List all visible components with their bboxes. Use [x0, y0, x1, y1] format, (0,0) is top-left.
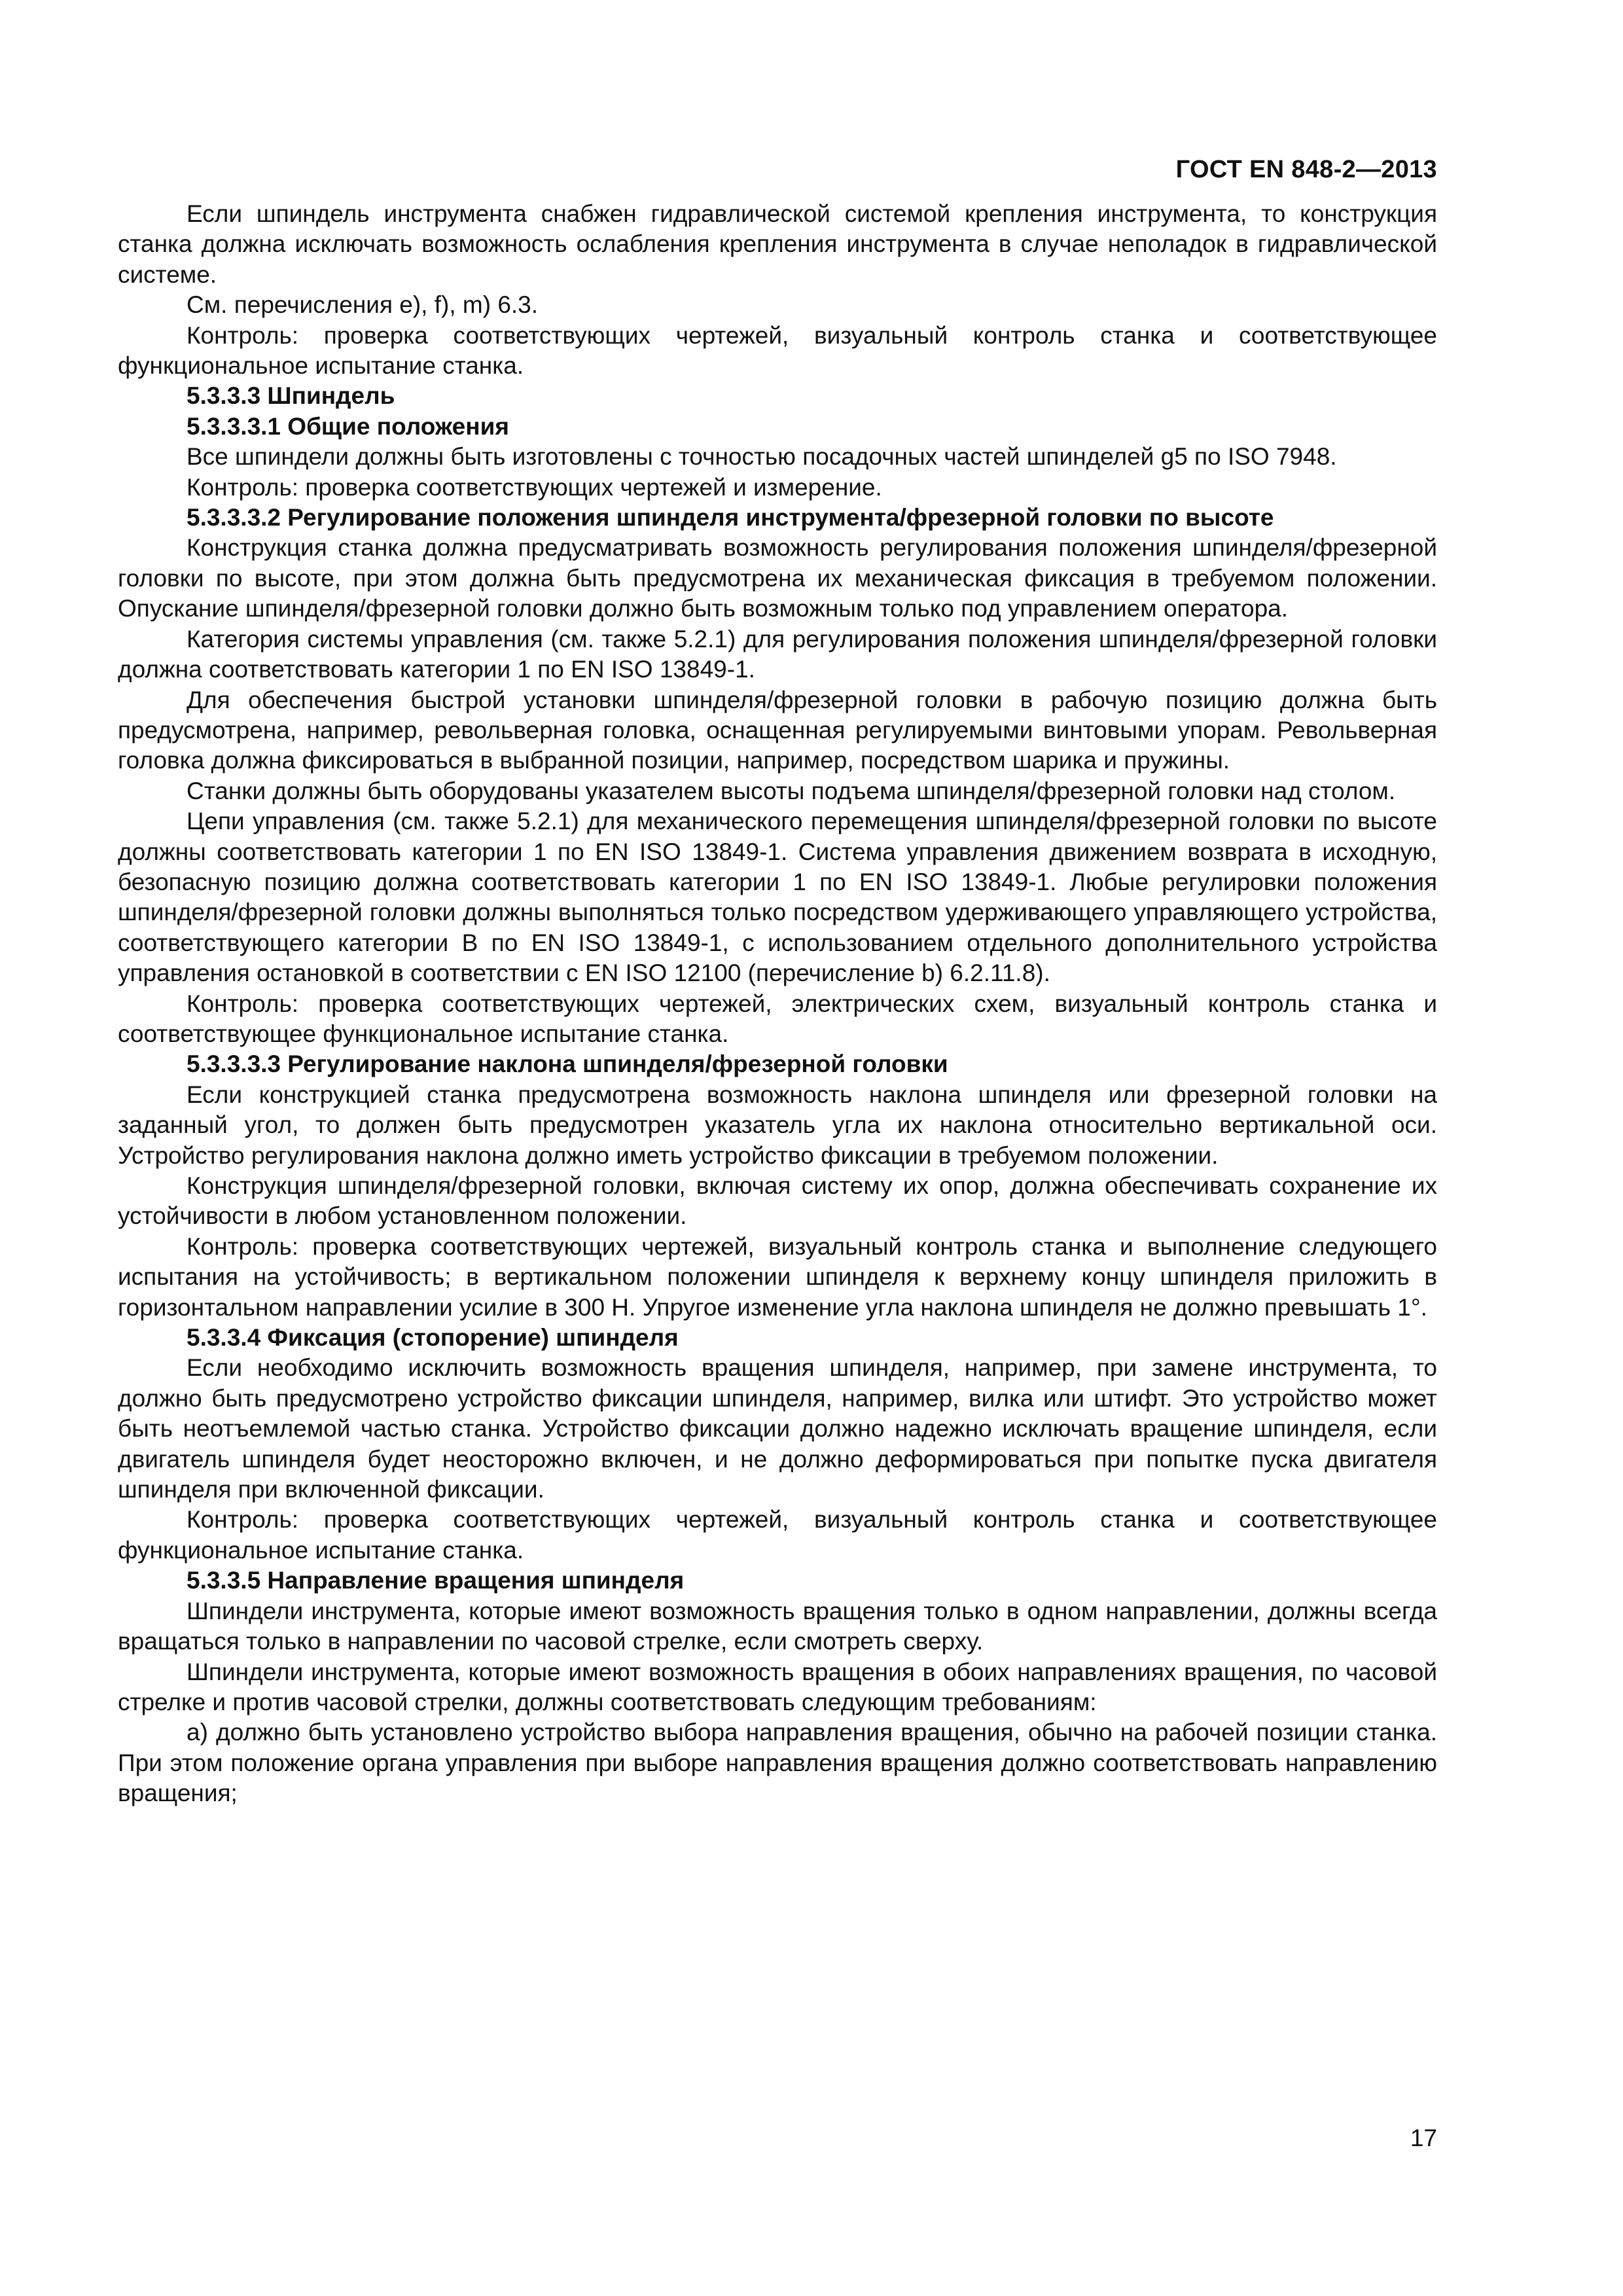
- paragraph: Для обеспечения быстрой установки шпинделя/фрезерной головки в рабочую позицию должна быть предусмотрена, например, револьверная головка, оснащенная регулируемыми винтовыми упорам. Револьверная головка должна фиксироваться в выбранной позиции, например, посредством шарика и пружины.: [118, 686, 1437, 774]
- section-heading: 5.3.3.3.2 Регулирование положения шпинделя инструмента/фрезерной головки по высоте: [187, 504, 1274, 531]
- list-item: а) должно быть установлено устройство выбора направления вращения, обычно на рабочей позиции станка. При этом положение органа управления при выборе направления вращения должно соответствовать направлению вращения;: [118, 1719, 1437, 1807]
- section-heading: 5.3.3.5 Направление вращения шпинделя: [187, 1567, 685, 1594]
- section-heading: 5.3.3.3.3 Регулирование наклона шпинделя/фрезерной головки: [187, 1050, 948, 1078]
- paragraph: Если шпиндель инструмента снабжен гидравлической системой крепления инструмента, то конструкция станка должна исключать возможность ослабления крепления инструмента в случае неполадок в гидравлической системе.: [118, 200, 1437, 288]
- document-body: [118, 199, 1437, 1809]
- paragraph: Контроль: проверка соответствующих чертежей, электрических схем, визуальный контроль станка и соответствующее функциональное испытание станка.: [118, 990, 1437, 1047]
- paragraph: Категория системы управления (см. также 5.2.1) для регулирования положения шпинделя/фрезерной головки должна соответствовать категории 1 по EN ISO 13849-1.: [118, 625, 1437, 683]
- paragraph: Цепи управления (см. также 5.2.1) для механического перемещения шпинделя/фрезерной головки по высоте должны соответствовать категории 1 по EN ISO 13849-1. Система управления движением возврата в исходную, безопасную позицию должна соответствовать категории 1 по EN ISO 13849-1. Любые регулировки положения шпинделя/фрезерной головки должны выполняться только посредством удерживающего управляющего устройства, соответствующего категории В по EN ISO 13849-1, с использованием отдельного дополнительного устройства управления остановкой в соответствии с EN ISO 12100 (перечисление b) 6.2.11.8).: [118, 808, 1437, 987]
- section-heading: 5.3.3.3.1 Общие положения: [187, 412, 509, 440]
- paragraph: Конструкция шпинделя/фрезерной головки, включая систему их опор, должна обеспечивать сохранение их устойчивости в любом установленном положении.: [118, 1172, 1437, 1230]
- page-number: 17: [1410, 2125, 1437, 2151]
- paragraph: Если конструкцией станка предусмотрена возможность наклона шпинделя или фрезерной головки на заданный угол, то должен быть предусмотрен указатель угла их наклона относительно вертикальной оси. Устройство регулирования наклона должно иметь устройство фиксации в требуемом положении.: [118, 1081, 1437, 1169]
- paragraph: Станки должны быть оборудованы указателем высоты подъема шпинделя/фрезерной головки над столом.: [187, 777, 1396, 804]
- paragraph: Если необходимо исключить возможность вращения шпинделя, например, при замене инструмента, то должно быть предусмотрено устройство фиксации шпинделя, например, вилка или штифт. Это устройство может быть неотъемлемой частью станка. Устройство фиксации должно надежно исключать вращение шпинделя, если двигатель шпинделя будет неосторожно включен, и не должно деформироваться при попытке пуска двигателя шпинделя при включенной фиксации.: [118, 1354, 1437, 1503]
- paragraph: Контроль: проверка соответствующих чертежей, визуальный контроль станка и соответствующее функциональное испытание станка.: [118, 321, 1437, 380]
- section-heading: 5.3.3.4 Фиксация (стопорение) шпинделя: [187, 1324, 679, 1352]
- paragraph: Контроль: проверка соответствующих чертежей, визуальный контроль станка и выполнение следующего испытания на устойчивость; в вертикальном положении шпинделя к верхнему концу шпинделя приложить в горизонтальном направлении усилие в 300 Н. Упругое изменение угла наклона шпинделя не должно превышать 1°.: [118, 1232, 1437, 1321]
- section-heading: 5.3.3.3 Шпиндель: [187, 382, 395, 410]
- paragraph: Контроль: проверка соответствующих чертежей, визуальный контроль станка и соответствующее функциональное испытание станка.: [118, 1506, 1437, 1564]
- paragraph: Все шпиндели должны быть изготовлены с точностью посадочных частей шпинделей g5 по ISO 7948.: [187, 443, 1337, 471]
- document-number: ГОСТ EN 848-2—2013: [1175, 156, 1437, 183]
- paragraph: Шпиндели инструмента, которые имеют возможность вращения только в одном направлении, должны всегда вращаться только в направлении по часовой стрелке, если смотреть сверху.: [118, 1597, 1437, 1655]
- paragraph: Контроль: проверка соответствующих чертежей и измерение.: [187, 473, 882, 501]
- paragraph: См. перечисления е), f), m) 6.3.: [187, 291, 539, 319]
- paragraph: Конструкция станка должна предусматривать возможность регулирования положения шпинделя/фрезерной головки по высоте, при этом должна быть предусмотрена их механическая фиксация в требуемом положении. Опускание шпинделя/фрезерной головки должно быть возможным только под управлением оператора.: [118, 534, 1437, 622]
- paragraph: Шпиндели инструмента, которые имеют возможность вращения в обоих направлениях вращения, по часовой стрелке и против часовой стрелки, должны соответствовать следующим требованиям:: [118, 1658, 1437, 1715]
